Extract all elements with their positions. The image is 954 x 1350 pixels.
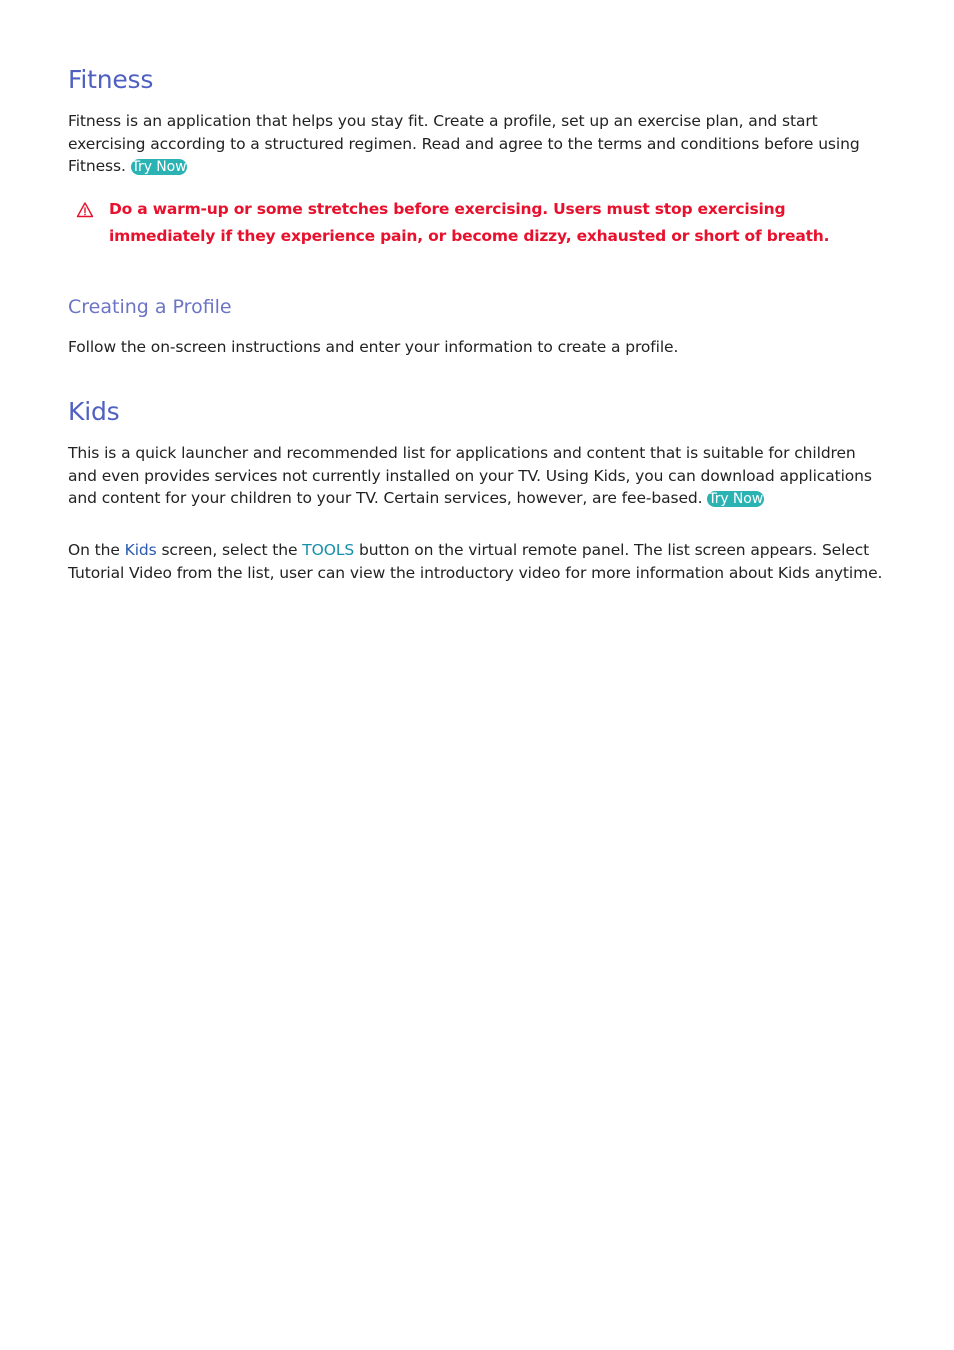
fitness-warning xyxy=(76,196,888,250)
kids-description-text: This is a quick launcher and recommended list for applications and content that is suitable for children and even provides services not currently installed on your TV. Using Kids, you can download applications and content for your children to your TV. Certain services, however, are fee-based. xyxy=(68,444,872,507)
kids-try-now-button[interactable]: Try Now xyxy=(708,491,764,507)
fitness-description xyxy=(68,110,888,178)
fitness-description-text: Fitness is an application that helps you stay fit. Create a profile, set up an exercise plan, and start exercising according to a structured regimen. Read and agree to the terms and conditions before using Fitness. xyxy=(68,112,860,175)
fitness-try-now-button[interactable]: Try Now xyxy=(131,159,187,175)
kids-tools-text-3: button on the virtual remote panel. The list screen appears. Select Tutorial Video from the list, user can view the introductory video for more information about Kids anytime. xyxy=(68,541,883,582)
warning-triangle-icon xyxy=(76,201,94,219)
kids-tools-instructions xyxy=(68,539,888,584)
kids-tools-text-2: screen, select the xyxy=(156,541,303,559)
kids-description xyxy=(68,442,888,510)
kids-heading: Kids xyxy=(68,397,120,426)
creating-profile-description: Follow the on-screen instructions and enter your information to create a profile. xyxy=(68,338,679,356)
kids-keyword: Kids xyxy=(124,541,157,559)
tools-keyword: TOOLS xyxy=(302,541,355,559)
kids-tools-text-1: On the xyxy=(68,541,125,559)
creating-profile-heading: Creating a Profile xyxy=(68,296,232,318)
fitness-heading: Fitness xyxy=(68,65,154,94)
warning-text: Do a warm-up or some stretches before exercising. Users must stop exercising immediately if they experience pain, or become dizzy, exhausted or short of breath. xyxy=(109,200,830,245)
